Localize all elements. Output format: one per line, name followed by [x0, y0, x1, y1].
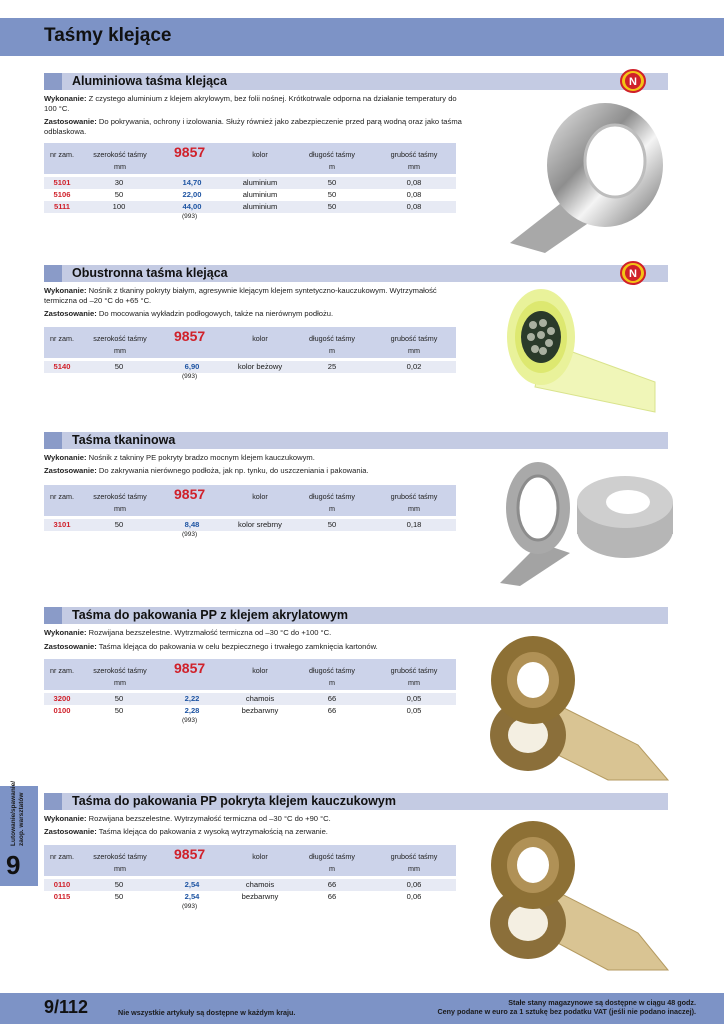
- table-header: nr zam. szerokość taśmy mm 9857 kolor długość taśmy m grubość taśmy mm: [44, 845, 456, 876]
- chapter-side-tab[interactable]: [0, 780, 38, 886]
- product-table: [44, 327, 456, 383]
- table-row[interactable]: 5106 50 22,00 aluminium 50 0,08: [53, 190, 422, 199]
- page-number: 9/112: [44, 997, 89, 1017]
- section-header: [44, 432, 668, 449]
- footer-availability-note: Nie wszystkie artykuły są dostępne w każdym kraju.: [118, 1008, 296, 1017]
- section-title: Taśma do pakowania PP z klejem akrylatowym: [72, 608, 349, 622]
- price-note: (993): [182, 717, 198, 724]
- price-note: (993): [182, 213, 198, 220]
- table-row[interactable]: 3101 50 8,48 kolor srebrny 50 0,18: [44, 519, 456, 531]
- product-table: [44, 845, 456, 913]
- n-logo-icon: [620, 69, 646, 93]
- table-row[interactable]: 5140 50 6,90 kolor beżowy 25 0,02: [44, 361, 456, 373]
- section-header: [44, 607, 668, 624]
- description-zastosowanie: Zastosowanie: Taśma klejąca do pakowania z wysoką wytrzymałością na zerwanie.: [44, 827, 328, 836]
- page-title: Taśmy klejące: [44, 25, 172, 46]
- chapter-label: Lutowanie/spawanie/ zaop. warsztatów: [10, 780, 25, 846]
- description-zastosowanie: Zastosowanie: Do mocowania wykładzin podłogowych, także na nierównym podłożu.: [44, 309, 334, 318]
- price-note: (993): [182, 531, 198, 538]
- table-row[interactable]: 0100 50 2,28 bezbarwny 66 0,05: [53, 706, 422, 715]
- cloth-tape-image: [500, 458, 675, 588]
- svg-text:N: N: [629, 268, 637, 280]
- description-zastosowanie: Zastosowanie: Taśma klejąca do pakowania w celu bezpiecznego i trwałego zamknięcia kartonów.: [44, 642, 378, 651]
- n-logo-icon: [620, 261, 646, 285]
- description-wykonanie: Wykonanie: Z czystego aluminium z klejem akrylowym, bez folii nośnej. Krótkotrwale odporna na działanie temperatury do 100 °C.: [44, 94, 457, 113]
- page-footer: [0, 993, 724, 1024]
- table-row[interactable]: 5101 30 14,70 aluminium 50 0,08: [44, 177, 456, 189]
- section-header: [44, 73, 668, 90]
- packing-tape-acrylic-image: [488, 630, 673, 785]
- price-note: (993): [182, 373, 198, 380]
- footer-price-note: Stałe stany magazynowe są dostępne w ciągu 48 godz. Ceny podane w euro za 1 sztukę bez podatku VAT (jeśli nie podano inaczej).: [437, 998, 696, 1016]
- packing-tape-rubber-image: [488, 815, 673, 975]
- table-row[interactable]: 0110 50 2,54 chamois 66 0,06: [44, 879, 456, 891]
- section-title: Taśma do pakowania PP pokryta klejem kauczukowym: [72, 794, 396, 808]
- product-table: [44, 143, 456, 223]
- description-wykonanie: Wykonanie: Rozwijana bezszelestne. Wytrzymałość termiczna od –30 °C do +90 °C.: [44, 814, 331, 823]
- description-zastosowanie: Zastosowanie: Do pokrywania, ochrony i izolowania. Służy również jako zabezpieczenie przed parą wodną oraz jako taśma odblaskowa.: [44, 117, 462, 136]
- aluminium-tape-image: [505, 95, 675, 255]
- section-title: Obustronna taśma klejąca: [72, 266, 228, 280]
- table-header: nr zam. szerokość taśmy mm 9857 kolor długość taśmy m grubość taśmy mm: [44, 485, 456, 516]
- description-wykonanie: Wykonanie: Nośnik z tkaniny pokryty białym, agresywnie klejącym klejem syntetyczno-kauczukowym. Wytrzymałość termiczna od –20 °C do +65 °C.: [44, 286, 437, 305]
- section-header: [44, 265, 668, 282]
- description-wykonanie: Wykonanie: Rozwijana bezszelestne. Wytrzmałość termiczna od –30 °C do +100 °C.: [44, 628, 332, 637]
- section-title: Aluminiowa taśma klejąca: [72, 74, 227, 88]
- double-sided-tape-image: [505, 287, 675, 417]
- product-table: [44, 659, 456, 727]
- product-table: [44, 485, 456, 541]
- table-row[interactable]: 3200 50 2,22 chamois 66 0,05: [44, 693, 456, 705]
- price-note: (993): [182, 903, 198, 910]
- table-row[interactable]: 0115 50 2,54 bezbarwny 66 0,06: [53, 892, 422, 901]
- table-header: nr zam. szerokość taśmy mm 9857 kolor długość taśmy m grubość taśmy mm: [44, 659, 456, 690]
- table-header: nr zam. szerokość taśmy mm 9857 kolor długość taśmy m grubość taśmy mm: [44, 327, 456, 358]
- table-header: nr zam. szerokość taśmy mm 9857 kolor długość taśmy m grubość taśmy mm: [44, 143, 456, 174]
- description-wykonanie: Wykonanie: Nośnik z takniny PE pokryty bradzo mocnym klejem kauczukowym.: [44, 453, 315, 462]
- page-header: [0, 18, 724, 56]
- chapter-number: 9: [6, 850, 21, 880]
- svg-text:N: N: [629, 76, 637, 88]
- description-zastosowanie: Zastosowanie: Do zakrywania nierównego podłoża, jak np. tynku, do uszczeniania i pakowania.: [44, 466, 369, 475]
- section-title: Taśma tkaninowa: [72, 433, 176, 447]
- table-row[interactable]: 5111 100 44,00 aluminium 50 0,08: [44, 201, 456, 213]
- section-header: [44, 793, 668, 810]
